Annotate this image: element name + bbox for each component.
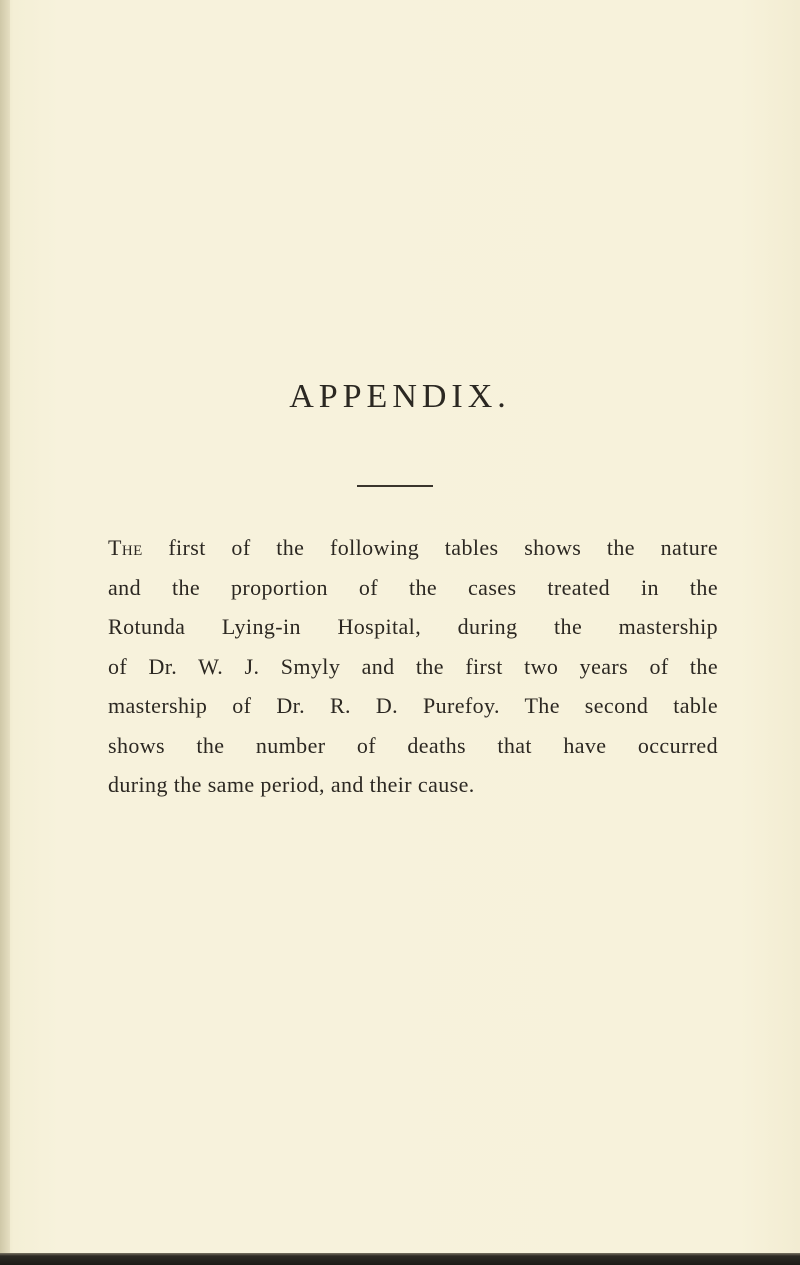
lead-word: The [108, 535, 143, 560]
paragraph-line: mastership of Dr. R. D. Purefoy. The second table [108, 693, 718, 718]
page-binding-edge [0, 0, 10, 1265]
paragraph-line: Rotunda Lying-in Hospital, during the mastership [108, 614, 718, 639]
page-title: APPENDIX. [289, 378, 511, 415]
paragraph-line [108, 528, 718, 568]
paragraph-line: during the same period, and their cause. [108, 772, 475, 797]
page-bottom-edge [0, 1253, 800, 1265]
paragraph-line: shows the number of deaths that have occurred [108, 732, 718, 758]
intro-paragraph [108, 528, 718, 805]
paragraph-line: of Dr. W. J. Smyly and the first two years of the [108, 653, 718, 679]
title-divider [357, 485, 433, 487]
paragraph-line-text: first of the following tables shows the nature [142, 535, 718, 560]
paragraph-line: and the proportion of the cases treated in the [108, 574, 718, 600]
